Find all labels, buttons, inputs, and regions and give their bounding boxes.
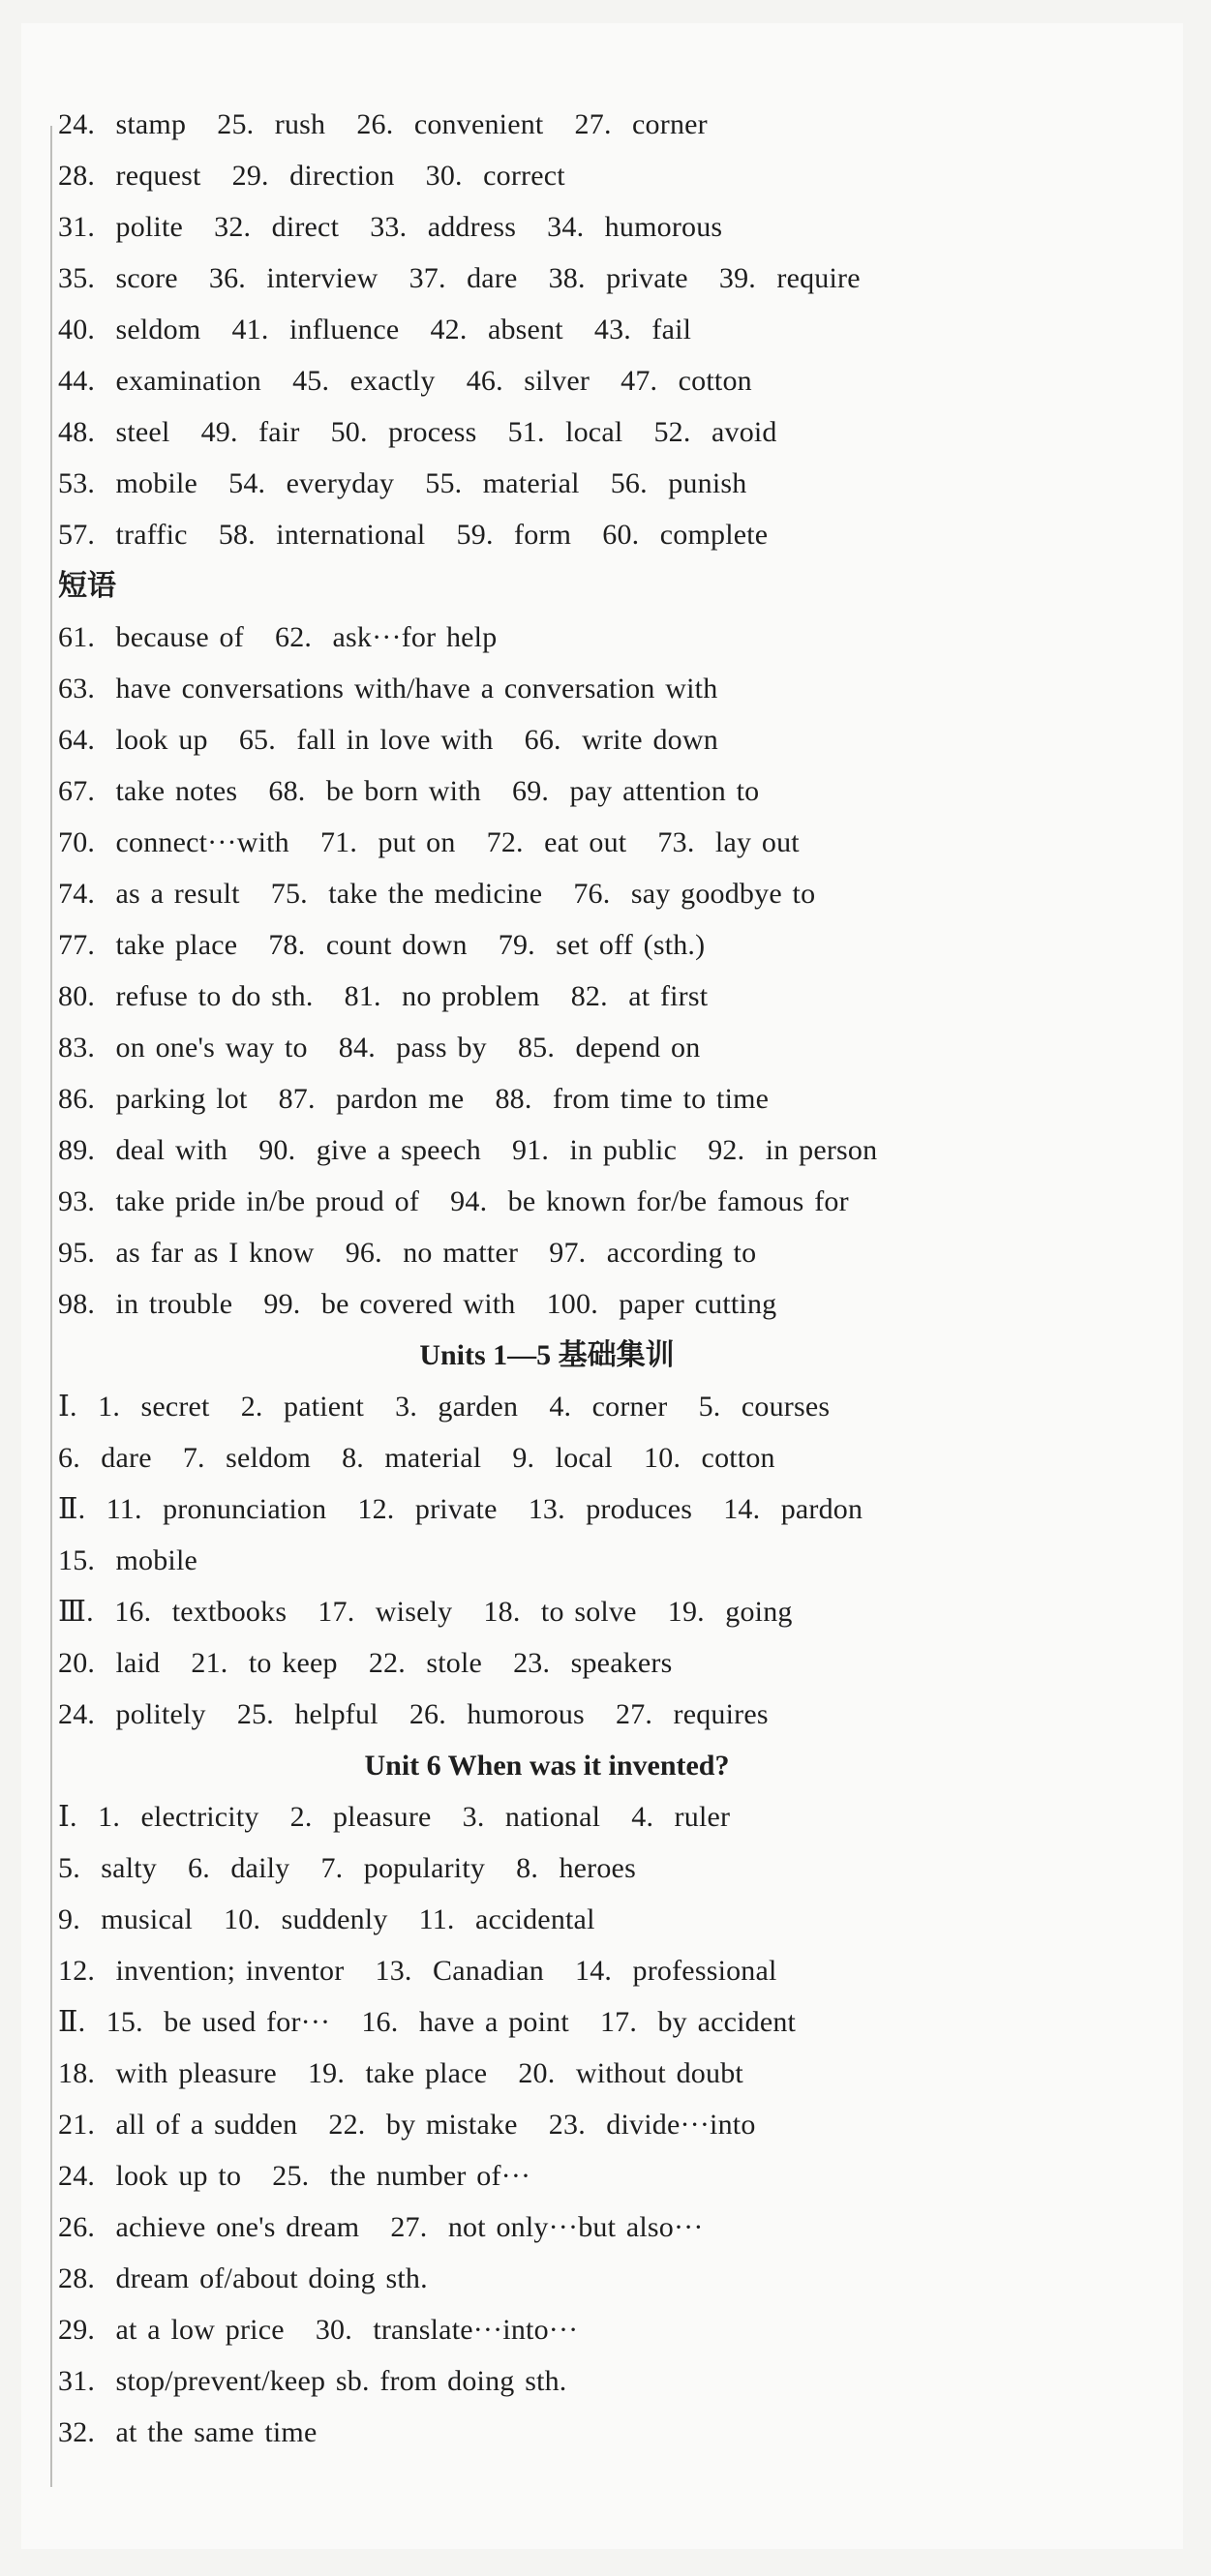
vocab-line: 48. steel 49. fair 50. process 51. local 52. avoid — [58, 416, 777, 448]
unit-6-line: 28. dream of/about doing sth. — [58, 2262, 428, 2294]
unit-6-line: 9. musical 10. suddenly 11. accidental — [58, 1903, 595, 1935]
margin-rule — [50, 126, 52, 2487]
phrase-line: 98. in trouble 99. be covered with 100. paper cutting — [58, 1288, 777, 1320]
units-1-5-line: Ⅱ. 11. pronunciation 12. private 13. produces 14. pardon — [58, 1493, 863, 1525]
phrase-line: 86. parking lot 87. pardon me 88. from time to time — [58, 1083, 770, 1115]
unit-6-line: 5. salty 6. daily 7. popularity 8. heroes — [58, 1852, 636, 1884]
unit-6-line: 18. with pleasure 19. take place 20. without doubt — [58, 2057, 743, 2089]
units-1-5-title — [58, 1330, 1036, 1381]
vocab-line: 35. score 36. interview 37. dare 38. private 39. require — [58, 262, 861, 294]
phrase-line: 80. refuse to do sth. 81. no problem 82. at first — [58, 980, 709, 1012]
units-1-5-line: Ⅰ. 1. secret 2. patient 3. garden 4. corner 5. courses — [58, 1391, 831, 1423]
phrase-line: 95. as far as I know 96. no matter 97. according to — [58, 1237, 757, 1269]
unit-6-title: Unit 6 When was it invented? — [364, 1750, 730, 1782]
vocab-line: 53. mobile 54. everyday 55. material 56. punish — [58, 467, 747, 499]
unit-6-line: 24. look up to 25. the number of··· — [58, 2160, 531, 2192]
phrase-line: 70. connect···with 71. put on 72. eat out 73. lay out — [58, 826, 800, 858]
vocab-line: 40. seldom 41. influence 42. absent 43. fail — [58, 314, 692, 345]
units-1-5-title-en: Units 1—5 — [419, 1339, 559, 1371]
unit-6-line: 31. stop/prevent/keep sb. from doing sth. — [58, 2365, 567, 2397]
phrase-line: 89. deal with 90. give a speech 91. in public 92. in person — [58, 1134, 878, 1166]
units-1-5-line: 24. politely 25. helpful 26. humorous 27. requires — [58, 1698, 769, 1730]
phrase-line: 67. take notes 68. be born with 69. pay attention to — [58, 775, 760, 807]
units-1-5-line: 15. mobile — [58, 1544, 198, 1576]
units-1-5-line: 6. dare 7. seldom 8. material 9. local 10. cotton — [58, 1442, 775, 1474]
vocab-line: 57. traffic 58. international 59. form 60. complete — [58, 519, 769, 551]
units-1-5-line: Ⅲ. 16. textbooks 17. wisely 18. to solve 19. going — [58, 1596, 793, 1628]
unit-6-line: Ⅱ. 15. be used for··· 16. have a point 17. by accident — [58, 2006, 797, 2038]
phrase-line: 63. have conversations with/have a conversation with — [58, 673, 718, 704]
phrase-line: 74. as a result 75. take the medicine 76. say goodbye to — [58, 878, 816, 910]
vocab-line: 31. polite 32. direct 33. address 34. humorous — [58, 211, 723, 243]
phrase-line: 83. on one's way to 84. pass by 85. depend on — [58, 1032, 701, 1063]
unit-6-line: Ⅰ. 1. electricity 2. pleasure 3. national 4. ruler — [58, 1801, 731, 1833]
phrase-line: 64. look up 65. fall in love with 66. write down — [58, 724, 718, 756]
unit-6-line: 21. all of a sudden 22. by mistake 23. divide···into — [58, 2109, 756, 2141]
vocab-line: 44. examination 45. exactly 46. silver 47. cotton — [58, 365, 752, 397]
phrase-line: 61. because of 62. ask···for help — [58, 621, 498, 653]
unit-6-line: 26. achieve one's dream 27. not only···but also··· — [58, 2211, 704, 2243]
unit-6-line: 32. at the same time — [58, 2416, 318, 2448]
units-1-5-line: 20. laid 21. to keep 22. stole 23. speakers — [58, 1647, 673, 1679]
unit-6-line: 29. at a low price 30. translate···into··· — [58, 2314, 579, 2346]
vocab-line: 24. stamp 25. rush 26. convenient 27. corner — [58, 108, 708, 140]
vocab-line: 28. request 29. direction 30. correct — [58, 160, 565, 192]
units-1-5-title-cn: 基础集训 — [558, 1338, 675, 1372]
unit-6-line: 12. invention; inventor 13. Canadian 14. professional — [58, 1955, 777, 1987]
phrase-line: 77. take place 78. count down 79. set off (sth.) — [58, 929, 706, 961]
answer-content — [58, 99, 1152, 2458]
phrases-heading: 短语 — [58, 569, 116, 603]
phrase-line: 93. take pride in/be proud of 94. be known for/be famous for — [58, 1185, 849, 1217]
